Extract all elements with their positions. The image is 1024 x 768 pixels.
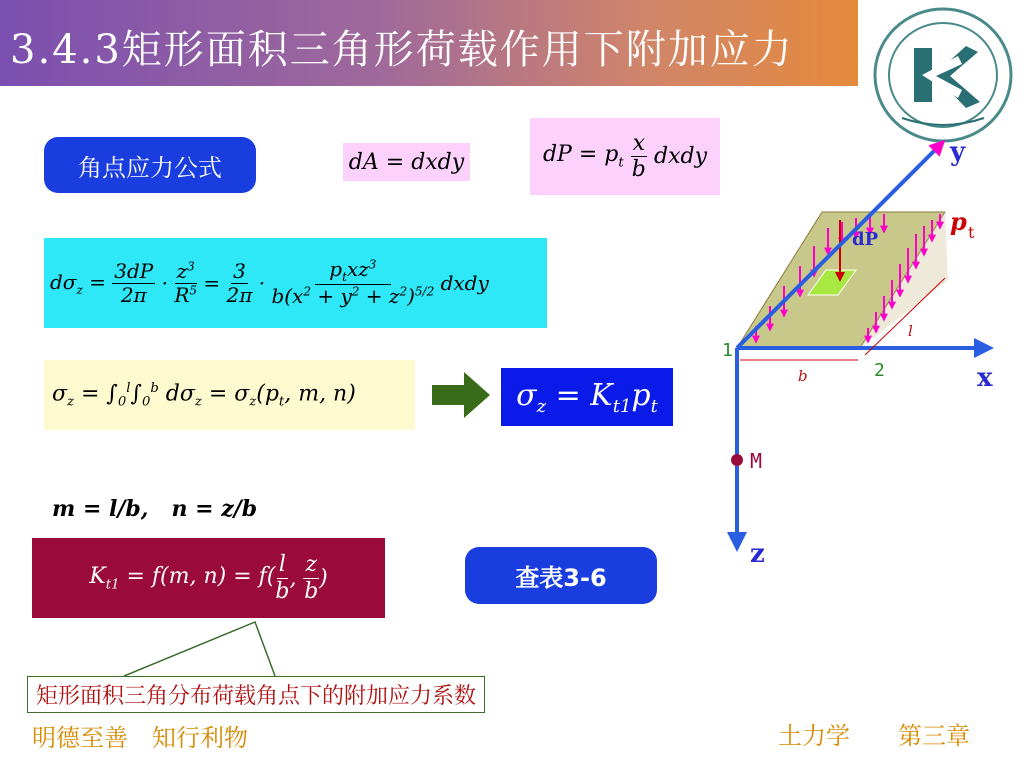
mn-definition: m = l/b, n = z/b	[52, 496, 258, 522]
integrated-stress-formula: $\sigma_z = \int_0^l\int_0^b$ $d\sigma_z = \sigma_z(p_t$, m, n)	[44, 360, 415, 430]
footer-motto: 明德至善 知行利物	[32, 724, 248, 752]
point-m-marker	[731, 454, 743, 466]
lookup-table-text: 查表3-6	[515, 564, 607, 592]
corner-2-label: 2	[874, 360, 885, 381]
footer-course: 土力学 第三章	[778, 722, 970, 750]
pt-subscript: t	[968, 223, 975, 242]
dp-label: dP	[852, 229, 879, 250]
coefficient-caption: 矩形面积三角分布荷载角点下的附加应力系数	[27, 676, 485, 713]
pt-label: p	[950, 207, 967, 236]
coefficient-formula: $K_{t1} = f(m$, n) = f( $\frac{l}{b}$ , $\frac{z}{b}$ )	[32, 538, 385, 618]
corner-1-label: 1	[722, 340, 733, 361]
load-element-formula: dP = $p_t$ $\frac{x}{b}$ dxdy	[530, 118, 720, 195]
corner-formula-text: 角点应力公式	[78, 153, 222, 182]
axis-y-label: y	[950, 137, 966, 167]
point-m-label: M	[750, 449, 763, 473]
result-formula: $\sigma_z = K_{t1}p_t$	[501, 368, 673, 426]
slide-title: 3.4.3矩形面积三角形荷载作用下附加应力	[10, 27, 794, 73]
dim-b-label: b	[798, 367, 808, 385]
axis-x-label: x	[977, 363, 993, 393]
dim-l-label: l	[908, 322, 913, 340]
triangular-load-diagram	[700, 130, 1024, 580]
stress-increment-formula: $d\sigma_z$ = $\frac{3dP}{2\pi}$ · $\frac{z^3}{R^5}$ = $\frac{3}{2\pi}$ · $\frac{p_txz^3}{b(x^2 + y^2 + z^2)^{5/2}}$ dxdy	[44, 238, 547, 328]
axis-z-label: z	[750, 539, 765, 569]
area-element-formula: dA = dxdy	[343, 143, 470, 181]
